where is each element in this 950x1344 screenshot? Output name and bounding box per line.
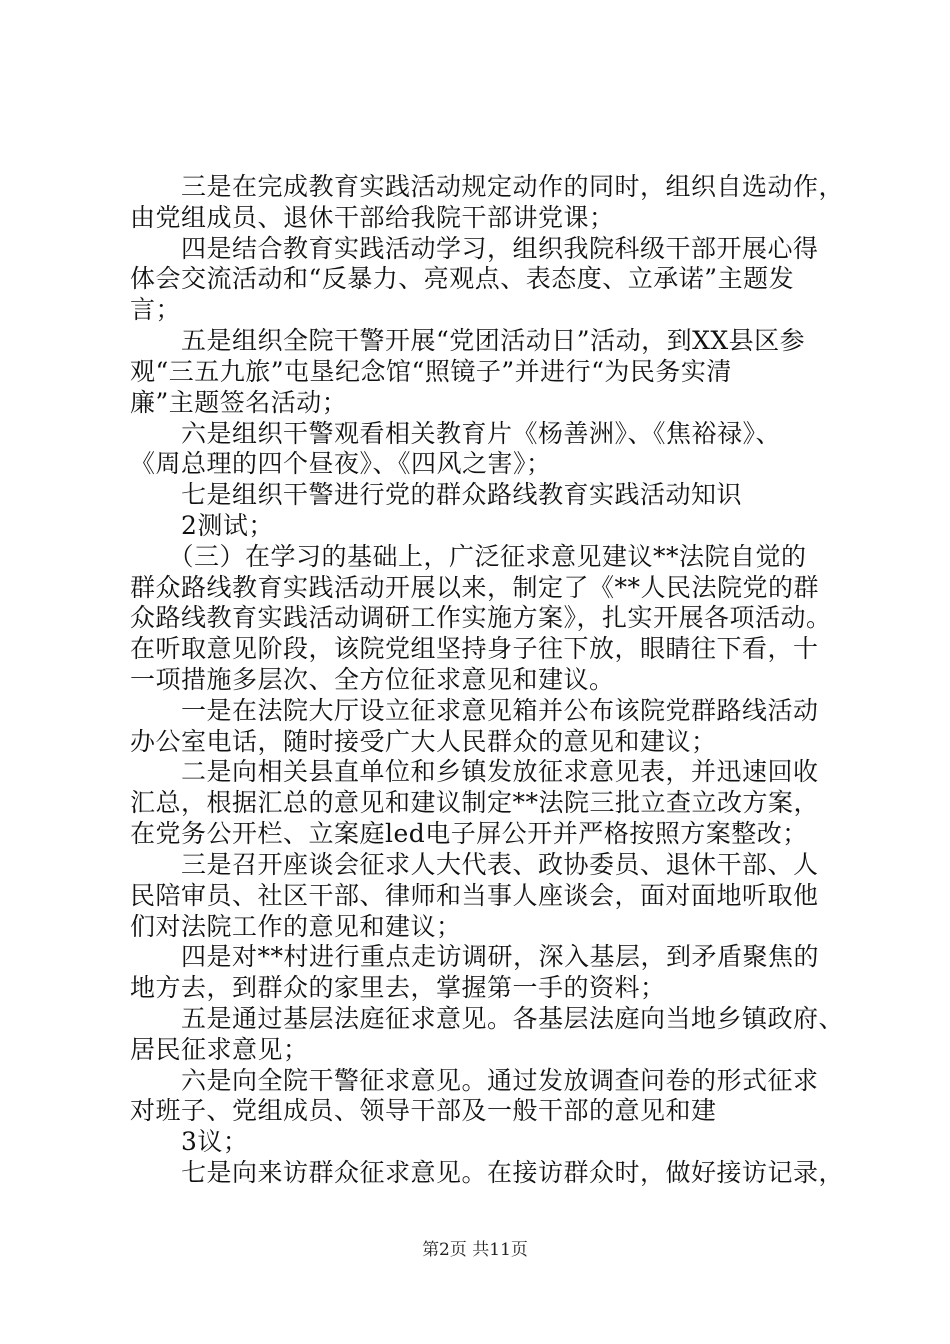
text-line: 民陪审员、社区干部、律师和当事人座谈会，面对面地听取他	[130, 881, 819, 910]
text-line: 地方去，到群众的家里去，掌握第一手的资料；	[130, 973, 666, 1002]
text-line: 二是向相关县直单位和乡镇发放征求意见表，并迅速回收	[130, 757, 819, 786]
text-line: 观“三五九旅”屯垦纪念馆“照镜子”并进行“为民务实清	[130, 357, 732, 386]
text-line: 言；	[130, 295, 182, 324]
text-line: 四是结合教育实践活动学习，组织我院科级干部开展心得	[130, 234, 819, 263]
text-line: 三是在完成教育实践活动规定动作的同时，组织自选动作，	[130, 172, 845, 201]
text-line: 汇总，根据汇总的意见和建议制定**法院三批立查立改方案，	[130, 788, 820, 817]
text-line: 《周总理的四个昼夜》、《四风之害》；	[130, 449, 552, 478]
text-line: 一是在法院大厅设立征求意见箱并公布该院党群路线活动	[130, 696, 819, 725]
text-line: 在党务公开栏、立案庭led电子屏公开并严格按照方案整改；	[130, 819, 808, 848]
text-line: 在听取意见阶段，该院党组坚持身子往下放，眼睛往下看，十	[130, 634, 819, 663]
text-line: 五是组织全院干警开展“党团活动日”活动，到XX县区参	[130, 326, 806, 355]
text-line: 居民征求意见；	[130, 1035, 309, 1064]
text-line: 体会交流活动和“反暴力、亮观点、表态度、立承诺”主题发	[130, 264, 795, 293]
text-line: 四是对**村进行重点走访调研，深入基层，到矛盾聚焦的	[130, 942, 820, 971]
page-footer: 第2页 共11页	[422, 1240, 528, 1260]
text-line: 众路线教育实践活动调研工作实施方案》，扎实开展各项活动。	[130, 603, 832, 632]
text-line: （三）在学习的基础上，广泛征求意见建议**法院自觉的	[130, 542, 807, 571]
text-line: 3议；	[130, 1127, 249, 1156]
text-line: 六是组织干警观看相关教育片《杨善洲》、《焦裕禄》、	[130, 419, 782, 448]
text-line: 对班子、党组成员、领导干部及一般干部的意见和建	[130, 1096, 717, 1125]
text-line: 办公室电话，随时接受广大人民群众的意见和建议；	[130, 727, 717, 756]
text-line: 三是召开座谈会征求人大代表、政协委员、退休干部、人	[130, 850, 819, 879]
text-line: 廉”主题签名活动；	[130, 388, 348, 417]
text-line: 六是向全院干警征求意见。通过发放调查问卷的形式征求	[130, 1066, 819, 1095]
text-line: 群众路线教育实践活动开展以来，制定了《**人民法院党的群	[130, 573, 820, 602]
text-line: 七是组织干警进行党的群众路线教育实践活动知识	[130, 480, 743, 509]
text-line: 一项措施多层次、全方位征求意见和建议。	[130, 665, 615, 694]
text-line: 五是通过基层法庭征求意见。各基层法庭向当地乡镇政府、	[130, 1004, 845, 1033]
text-line: 由党组成员、退休干部给我院干部讲党课；	[130, 203, 615, 232]
text-line: 们对法院工作的意见和建议；	[130, 912, 462, 941]
text-line: 七是向来访群众征求意见。在接访群众时，做好接访记录，	[130, 1158, 845, 1187]
text-line: 2测试；	[130, 511, 274, 540]
